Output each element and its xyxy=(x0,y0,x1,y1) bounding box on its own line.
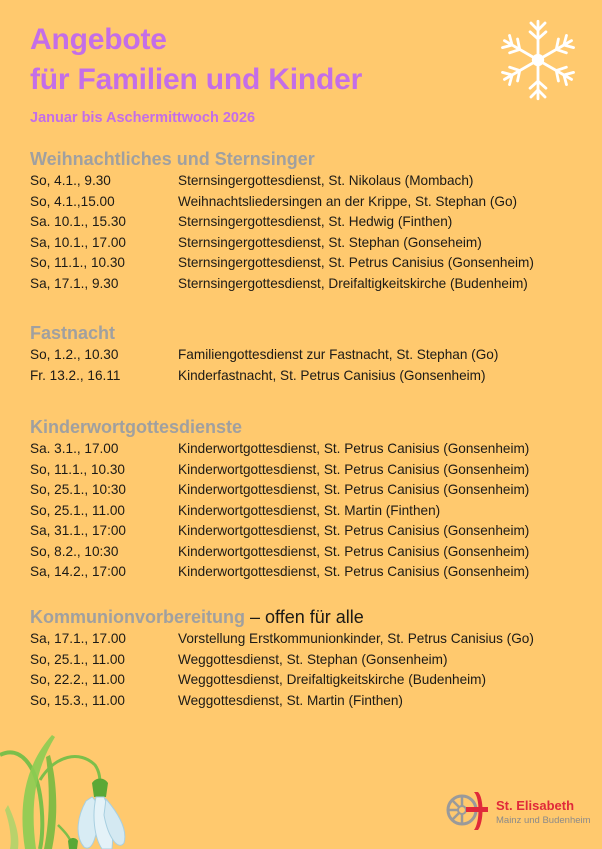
event-row xyxy=(30,233,600,254)
snowflake-icon xyxy=(494,16,582,104)
event-description: Kinderwortgottesdienst, St. Petrus Canisius (Gonsenheim) xyxy=(178,523,530,538)
event-description: Weggottesdienst, Dreifaltigkeitskirche (Budenheim) xyxy=(178,672,487,687)
title-line-2: für Familien und Kinder xyxy=(30,63,363,96)
event-date: Sa, 10.1., 17.00 xyxy=(30,234,126,250)
event-description: Weggottesdienst, St. Stephan (Gonsenheim) xyxy=(178,651,448,667)
event-description: Kinderwortgottesdienst, St. Petrus Canisius (Gonsenheim) xyxy=(178,461,530,477)
section-kinderwortgottesdienste xyxy=(30,416,600,583)
event-date: So, 4.1., 9.30 xyxy=(30,173,111,188)
event-description: Kinderwortgottesdienst, St. Petrus Canisius (Gonsenheim) xyxy=(178,441,530,456)
event-date: So, 11.1., 10.30 xyxy=(30,461,125,477)
event-date: So, 4.1.,15.00 xyxy=(30,193,115,209)
event-description: Weihnachtsliedersingen an der Krippe, St. Stephan (Go) xyxy=(178,193,518,209)
event-row xyxy=(30,480,600,501)
event-date: So, 22.2., 11.00 xyxy=(30,672,125,687)
event-row xyxy=(30,253,600,274)
event-description: Sternsingergottesdienst, St. Nikolaus (Mombach) xyxy=(178,173,474,188)
event-description: Kinderwortgottesdienst, St. Petrus Canisius (Gonsenheim) xyxy=(178,482,530,497)
event-row xyxy=(30,274,600,295)
event-date: So, 11.1., 10.30 xyxy=(30,255,125,270)
event-description: Kinderwortgottesdienst, St. Petrus Canisius (Gonsenheim) xyxy=(178,564,530,579)
event-date: So, 1.2., 10.30 xyxy=(30,347,119,362)
event-description: Kinderwortgottesdienst, St. Martin (Finthen) xyxy=(178,502,441,518)
subtitle: Januar bis Aschermittwoch 2026 xyxy=(30,110,256,126)
event-date: Sa, 17.1., 17.00 xyxy=(30,631,126,646)
section-heading: Fastnacht xyxy=(30,323,116,343)
event-description: Sternsingergottesdienst, St. Stephan (Gonseheim) xyxy=(178,234,482,250)
section-heading-main: Kommunionvorbereitung xyxy=(30,607,245,627)
event-date: So, 25.1., 11.00 xyxy=(30,651,125,667)
section-heading: Weihnachtliches und Sternsinger xyxy=(30,149,315,169)
event-date: So, 25.1., 11.00 xyxy=(30,502,125,518)
event-row xyxy=(30,542,600,563)
event-description: Kinderfastnacht, St. Petrus Canisius (Gonsenheim) xyxy=(178,367,486,383)
event-row xyxy=(30,171,600,192)
event-description: Sternsingergottesdienst, St. Petrus Canisius (Gonsenheim) xyxy=(178,255,534,270)
section-weihnachtliches xyxy=(30,148,600,294)
event-description: Vorstellung Erstkommunionkinder, St. Petrus Canisius (Go) xyxy=(178,631,534,646)
event-date: Sa, 14.2., 17:00 xyxy=(30,564,126,579)
event-row xyxy=(30,670,600,691)
event-row xyxy=(30,691,600,712)
event-date: Sa. 3.1., 17.00 xyxy=(30,441,119,456)
event-date: Sa. 10.1., 15.30 xyxy=(30,214,126,229)
event-description: Sternsingergottesdienst, Dreifaltigkeitskirche (Budenheim) xyxy=(178,275,528,291)
event-row xyxy=(30,366,600,387)
event-date: So, 15.3., 11.00 xyxy=(30,692,125,708)
event-row xyxy=(30,650,600,671)
section-heading-suffix: – offen für alle xyxy=(245,607,364,627)
title-line-1: Angebote xyxy=(30,23,167,56)
event-date: Sa, 17.1., 9.30 xyxy=(30,275,119,291)
event-row xyxy=(30,439,600,460)
event-date: Sa, 31.1., 17:00 xyxy=(30,523,126,538)
section-heading: Kinderwortgottesdienste xyxy=(30,417,243,437)
event-row xyxy=(30,629,600,650)
section-kommunionvorbereitung xyxy=(30,606,600,711)
event-date: Fr. 13.2., 16.11 xyxy=(30,367,121,383)
section-fastnacht xyxy=(30,322,600,386)
event-row xyxy=(30,521,600,542)
section-heading xyxy=(30,606,600,628)
event-row xyxy=(30,501,600,522)
event-row xyxy=(30,562,600,583)
event-date: So, 8.2., 10:30 xyxy=(30,543,119,559)
snowdrop-flower-illustration xyxy=(0,725,160,849)
event-row xyxy=(30,212,600,233)
logo-name: St. Elisabeth xyxy=(496,798,575,813)
event-row xyxy=(30,345,600,366)
event-row xyxy=(30,192,600,213)
event-row xyxy=(30,460,600,481)
event-description: Weggottesdienst, St. Martin (Finthen) xyxy=(178,692,403,708)
logo-subtitle: Mainz und Budenheim xyxy=(496,815,591,826)
event-description: Kinderwortgottesdienst, St. Petrus Canisius (Gonsenheim) xyxy=(178,543,530,559)
page-title xyxy=(30,20,362,100)
event-description: Sternsingergottesdienst, St. Hedwig (Finthen) xyxy=(178,214,453,229)
event-date: So, 25.1., 10:30 xyxy=(30,482,126,497)
event-description: Familiengottesdienst zur Fastnacht, St. Stephan (Go) xyxy=(178,347,499,362)
